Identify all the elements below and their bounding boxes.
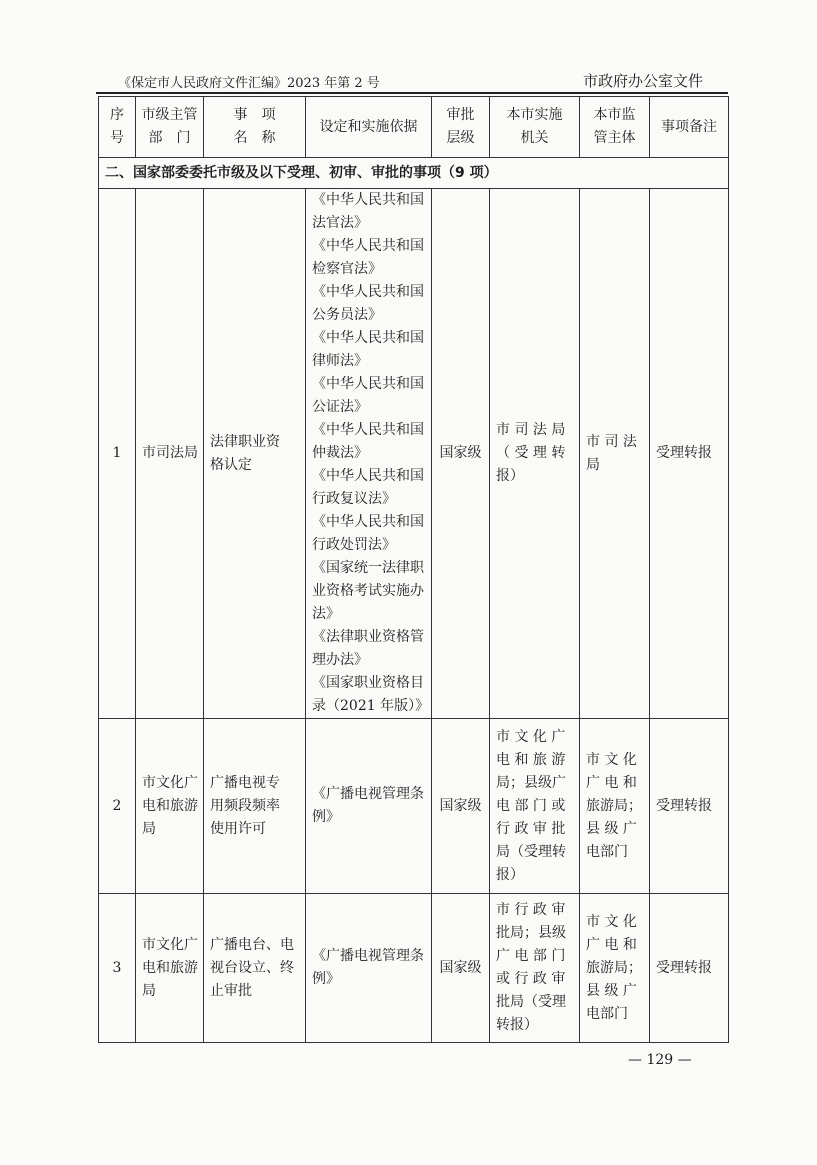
cell-supervisor: 市 司 法 局: [580, 189, 650, 719]
cell-agency: 市 文 化 广 电 和 旅 游 局；县级广 电 部 门 或 行 政 审 批 局（受理转 报）: [490, 719, 580, 894]
table-row: [99, 894, 729, 1043]
cell-supervisor: 市 文 化 广 电 和 旅游局； 县 级 广 电部门: [580, 719, 650, 894]
col-header-dept: 市级主管 部 门: [136, 97, 204, 158]
col-header-note: 事项备注: [650, 97, 729, 158]
col-header-basis: 设定和实施依据: [306, 97, 432, 158]
col-header-supervisor: 本市监 管主体: [580, 97, 650, 158]
cell-level: 国家级: [432, 719, 490, 894]
header-rule: [96, 92, 728, 94]
cell-agency: 市 行 政 审 批局；县级 广 电 部 门 或 行 政 审 批局（受理 转报）: [490, 894, 580, 1043]
col-header-no: 序 号: [99, 97, 136, 158]
cell-name: 法律职业资 格认定: [204, 189, 306, 719]
cell-note: 受理转报: [650, 719, 729, 894]
cell-agency: 市 司 法 局 （ 受 理 转 报）: [490, 189, 580, 719]
cell-name: 广播电台、电 视台设立、终 止审批: [204, 894, 306, 1043]
cell-level: 国家级: [432, 894, 490, 1043]
cell-basis: 《中华人民共和国 法官法》 《中华人民共和国 检察官法》 《中华人民共和国 公务员法》 《中华人民共和国 律师法》 《中华人民共和国 公证法》 《中华人民共和国 仲裁法》 《中华人民共和国 行政复议法》 《中华人民共和国 行政处罚法》 《国家统一法律职 业资格考试实施办 法》 《法律职业资格管 理办法》 《国家职业资格目 录（2021 年版）》: [306, 189, 432, 719]
table-header-row: [99, 97, 729, 158]
approval-items-table: [98, 96, 729, 1043]
cell-dept: 市文化广 电和旅游 局: [136, 719, 204, 894]
cell-name: 广播电视专 用频段频率 使用许可: [204, 719, 306, 894]
running-header-office: 市政府办公室文件: [582, 72, 703, 90]
section-title: 二、国家部委委托市级及以下受理、初审、审批的事项（9 项）: [99, 158, 729, 189]
cell-no: 3: [99, 894, 136, 1043]
cell-supervisor: 市 文 化 广 电 和 旅游局； 县 级 广 电部门: [580, 894, 650, 1043]
page-number: — 129 —: [628, 1052, 692, 1068]
cell-no: 2: [99, 719, 136, 894]
running-header-title: 《保定市人民政府文件汇编》2023 年第 2 号: [118, 76, 380, 91]
table-row: [99, 189, 729, 719]
col-header-level: 审批 层级: [432, 97, 490, 158]
cell-note: 受理转报: [650, 189, 729, 719]
cell-note: 受理转报: [650, 894, 729, 1043]
col-header-name: 事 项 名 称: [204, 97, 306, 158]
cell-no: 1: [99, 189, 136, 719]
cell-basis: 《广播电视管理条 例》: [306, 719, 432, 894]
cell-dept: 市司法局: [136, 189, 204, 719]
cell-dept: 市文化广 电和旅游 局: [136, 894, 204, 1043]
table-row: [99, 719, 729, 894]
cell-level: 国家级: [432, 189, 490, 719]
section-row: [99, 158, 729, 189]
cell-basis: 《广播电视管理条 例》: [306, 894, 432, 1043]
col-header-agency: 本市实施 机关: [490, 97, 580, 158]
